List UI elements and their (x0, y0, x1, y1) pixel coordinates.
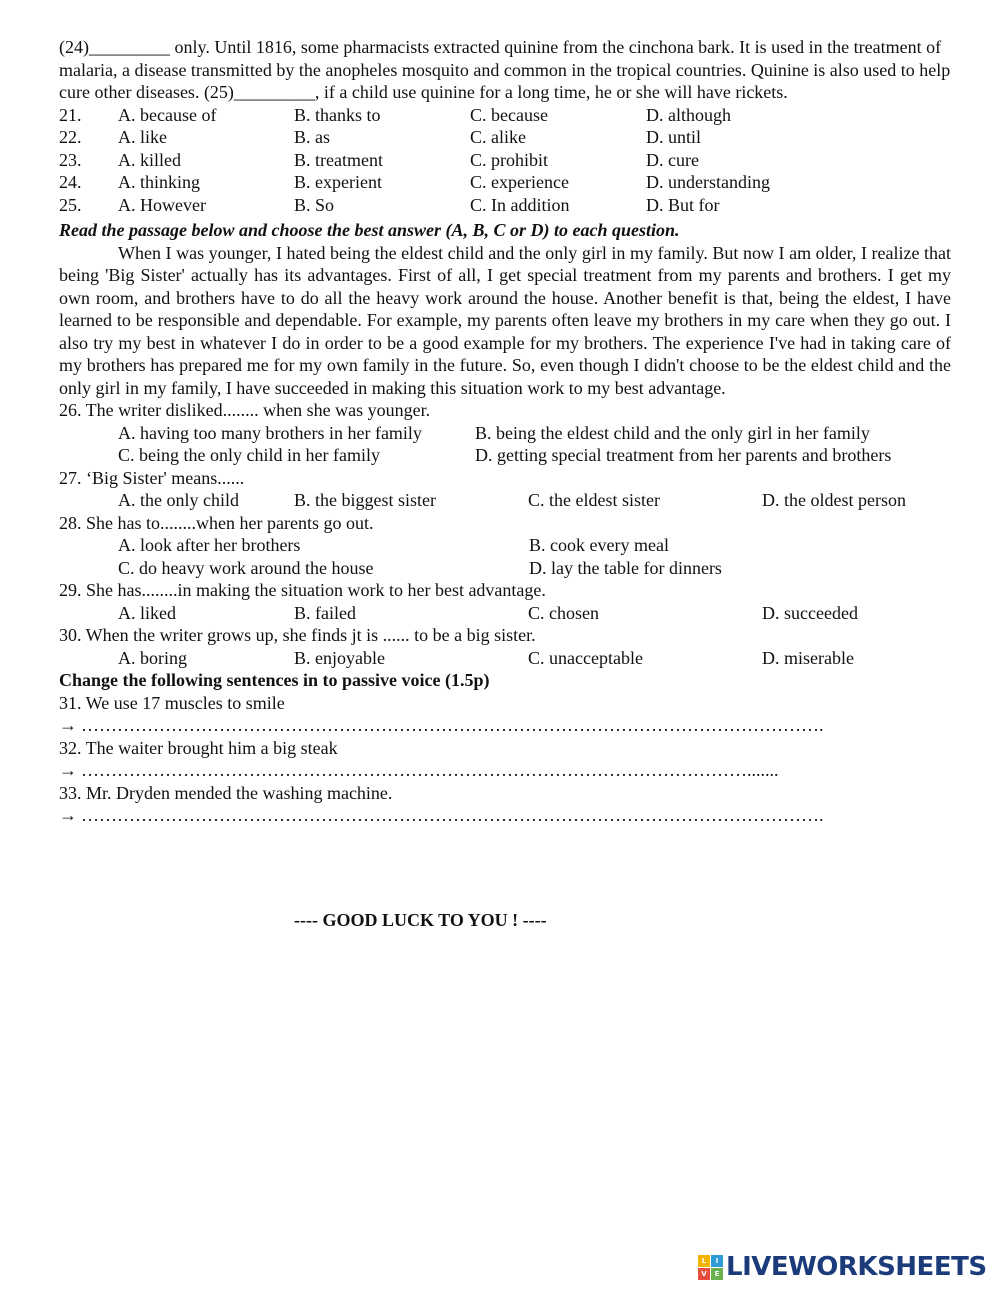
cloze-options (59, 104, 951, 217)
logo-mark-icon (698, 1255, 723, 1280)
logo-text: LIVEWORKSHEETS (726, 1252, 987, 1283)
question-26 (59, 399, 951, 467)
option-d: D. succeeded (762, 602, 858, 623)
option-c: C. experience (470, 172, 569, 192)
cloze-row-25 (59, 194, 951, 217)
option-c: C. unacceptable (528, 647, 643, 668)
passive-item-31 (59, 692, 951, 737)
option-a: A. However (118, 194, 206, 215)
question-number: 23. (59, 149, 82, 170)
question-stem: 28. She has to........when her parents go out. (59, 512, 374, 533)
option-b: B. being the eldest child and the only girl in her family (475, 422, 870, 443)
question-stem: 27. ‘Big Sister' means...... (59, 467, 245, 488)
worksheet-page (59, 36, 951, 827)
option-d: D. until (646, 127, 702, 147)
question-number: 21. (59, 104, 82, 125)
option-row (59, 557, 951, 580)
option-b: B. So (294, 194, 335, 215)
option-b: B. failed (294, 602, 356, 623)
dotted-line: ……………………………………………………………………………………………………………. (81, 715, 824, 735)
cloze-row-24 (59, 171, 951, 194)
liveworksheets-logo[interactable] (698, 1252, 987, 1283)
dotted-line: ……………………………………………………………………………………………………………. (81, 805, 824, 825)
reading-passage: When I was younger, I hated being the eldest child and the only girl in my family. But now I am older, I realize that being 'Big Sister' actually has its advantages. First of all, I get special treatment from my parents and brothers. I get my own room, and brothers have to do all the heavy work around the house. Another benefit is that, being the eldest, I have learned to be responsible and dependable. For example, my parents often leave my brothers in my care when they go out. I also try my best in whatever I do in order to be a good example for my brothers. The experience I've had in taking care of my brothers has prepared me for my own family in the future. So, even though I didn't choose to be the eldest child and the only girl in my family, I have succeeded in making this situation work to my best advantage. (59, 242, 951, 398)
option-d: D. although (646, 104, 731, 125)
logo-mark-letter: E (711, 1268, 723, 1280)
option-c: C. being the only child in her family (118, 445, 380, 465)
sentence-prompt: 33. Mr. Dryden mended the washing machine. (59, 782, 393, 803)
option-c: C. because (470, 104, 548, 125)
arrow-icon: → (59, 805, 77, 825)
option-row (59, 602, 951, 625)
arrow-icon: → (59, 715, 77, 735)
arrow-icon: → (59, 760, 77, 780)
cloze-row-23 (59, 149, 951, 172)
option-b: B. as (294, 127, 330, 147)
logo-mark-letter: V (698, 1268, 710, 1280)
option-c: C. do heavy work around the house (118, 557, 374, 578)
option-a: A. thinking (118, 172, 201, 192)
option-b: B. enjoyable (294, 647, 385, 668)
cloze-row-22 (59, 126, 951, 149)
option-b: B. the biggest sister (294, 490, 436, 510)
question-number: 25. (59, 194, 82, 215)
option-c: C. the eldest sister (528, 490, 660, 510)
dotted-line: …………………………………………………………………………………………………....... (81, 760, 779, 780)
option-d: D. But for (646, 194, 720, 215)
option-a: A. the only child (118, 490, 239, 510)
question-28 (59, 512, 951, 580)
question-number: 24. (59, 172, 82, 192)
option-c: C. alike (470, 127, 526, 147)
option-b: B. cook every meal (529, 535, 669, 555)
option-row (59, 444, 951, 467)
option-c: C. prohibit (470, 149, 549, 170)
answer-line[interactable] (59, 804, 951, 827)
option-c: C. chosen (528, 602, 599, 623)
option-d: D. the oldest person (762, 490, 906, 510)
option-d: D. cure (646, 149, 699, 170)
option-a: A. look after her brothers (118, 535, 301, 555)
option-b: B. treatment (294, 149, 383, 170)
question-stem: 29. She has........in making the situation work to her best advantage. (59, 580, 546, 600)
logo-mark-letter: L (698, 1255, 710, 1267)
option-d: D. miserable (762, 647, 854, 668)
option-b: B. thanks to (294, 104, 381, 125)
option-row (59, 489, 951, 512)
option-a: A. liked (118, 602, 176, 623)
answer-line[interactable] (59, 759, 951, 782)
passive-heading: Change the following sentences in to passive voice (1.5p) (59, 670, 490, 690)
option-a: A. having too many brothers in her family (118, 422, 422, 443)
option-a: A. like (118, 127, 167, 147)
option-d: D. getting special treatment from her parents and brothers (475, 445, 892, 465)
option-row (59, 534, 951, 557)
reading-heading: Read the passage below and choose the best answer (A, B, C or D) to each question. (59, 220, 680, 240)
question-30 (59, 624, 951, 669)
option-row (59, 422, 951, 445)
sentence-prompt: 32. The waiter brought him a big steak (59, 737, 338, 758)
intro-paragraph: (24)_________ only. Until 1816, some pharmacists extracted quinine from the cinchona bark. It is used in the treatment of malaria, a disease transmitted by the anopheles mosquito and common in the tropical countries. Quinine is also used to help cure other diseases. (25)_________, if a child use quinine for a long time, he or she will have rickets. (59, 37, 951, 102)
option-row (59, 647, 951, 670)
option-c: C. In addition (470, 194, 570, 215)
option-a: A. because of (118, 104, 217, 125)
passive-item-32 (59, 737, 951, 782)
cloze-row-21 (59, 104, 951, 127)
option-a: A. boring (118, 647, 187, 668)
passive-item-33 (59, 782, 951, 827)
closing-message: ---- GOOD LUCK TO YOU ! ---- (294, 910, 547, 930)
question-stem: 30. When the writer grows up, she finds jt is ...... to be a big sister. (59, 625, 536, 645)
answer-line[interactable] (59, 714, 951, 737)
sentence-prompt: 31. We use 17 muscles to smile (59, 692, 285, 713)
option-d: D. understanding (646, 172, 770, 192)
question-number: 22. (59, 127, 82, 147)
option-d: D. lay the table for dinners (529, 557, 722, 578)
option-a: A. killed (118, 149, 181, 170)
question-stem: 26. The writer disliked........ when she was younger. (59, 400, 431, 420)
option-b: B. experient (294, 172, 382, 192)
question-29 (59, 579, 951, 624)
question-27 (59, 467, 951, 512)
logo-mark-letter: I (711, 1255, 723, 1267)
